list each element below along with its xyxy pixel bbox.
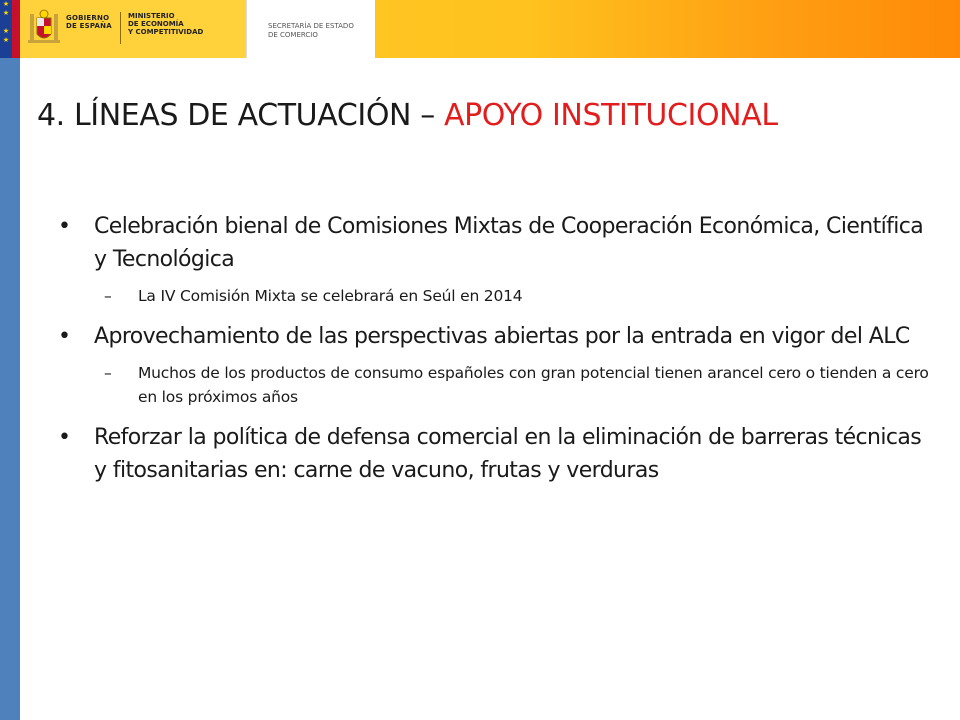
bullet-item-3 xyxy=(58,421,938,487)
bullet-item-1 xyxy=(58,210,938,276)
bullet-icon: • xyxy=(58,324,71,349)
logo-divider xyxy=(120,12,121,44)
bullet-list xyxy=(58,210,938,487)
side-accent-bar xyxy=(0,58,20,720)
ministry-line-2: DE ECONOMÍA xyxy=(128,20,184,28)
slide-title xyxy=(37,98,778,133)
bullet-text-2: Aprovechamiento de las perspectivas abiertas por la entrada en vigor del ALC xyxy=(94,324,910,349)
header-banner xyxy=(0,0,960,58)
bullet-icon: • xyxy=(58,425,71,450)
ministry-line-3: Y COMPETITIVIDAD xyxy=(128,28,204,36)
government-name xyxy=(66,14,112,30)
ministry-line-1: MINISTERIO xyxy=(128,12,175,20)
spain-coat-of-arms-icon xyxy=(28,8,60,48)
gov-line-2: DE ESPAÑA xyxy=(66,22,112,30)
dash-icon: – xyxy=(104,364,112,382)
secretariat-line-1: SECRETARÍA DE ESTADO xyxy=(268,22,354,30)
sub-item-1 xyxy=(58,284,938,308)
bullet-icon: • xyxy=(58,214,71,239)
secretariat-line-2: DE COMERCIO xyxy=(268,31,318,39)
bullet-text-1: Celebración bienal de Comisiones Mixtas de Cooperación Económica, Científica y Tecnológica xyxy=(94,214,924,272)
sub-item-2 xyxy=(58,361,938,409)
title-main: 4. LÍNEAS DE ACTUACIÓN – xyxy=(37,98,444,133)
bullet-text-3: Reforzar la política de defensa comercial en la eliminación de barreras técnicas y fitosanitarias en: carne de vacuno, frutas y verduras xyxy=(94,425,922,483)
secretariat-name xyxy=(268,22,354,40)
ministry-name xyxy=(128,12,203,36)
eu-flag-icon: ★ ★ ★ ★ xyxy=(0,0,12,58)
gov-line-1: GOBIERNO xyxy=(66,14,110,22)
bullet-item-2 xyxy=(58,320,938,353)
dash-icon: – xyxy=(104,287,112,305)
title-accent: APOYO INSTITUCIONAL xyxy=(443,98,778,133)
sub-text-2: Muchos de los productos de consumo españoles con gran potencial tienen arancel cero o tienden a cero en los próximos años xyxy=(138,364,929,406)
sub-text-1: La IV Comisión Mixta se celebrará en Seúl en 2014 xyxy=(138,287,523,305)
